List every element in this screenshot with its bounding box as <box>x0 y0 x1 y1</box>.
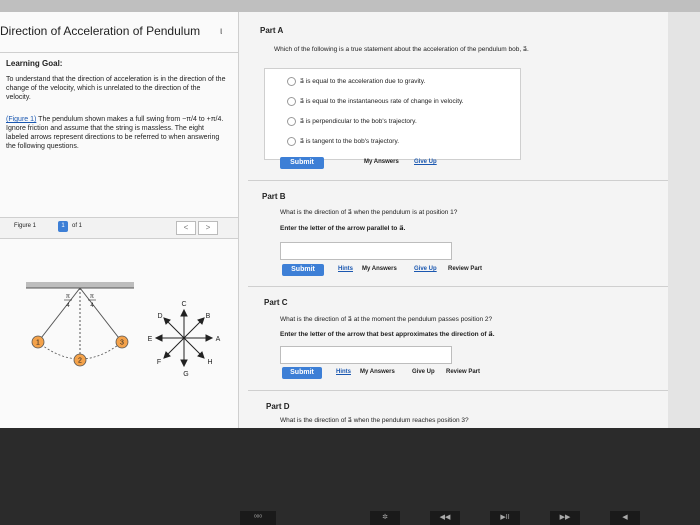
arrow-label-h: H <box>207 359 213 366</box>
part-a-choice-2[interactable]: a⃗ is equal to the instantaneous rate of change in velocity. <box>287 97 464 106</box>
page-scrollbar[interactable] <box>668 12 700 428</box>
fast-forward-key: ▶▶ <box>550 511 580 525</box>
part-c-my-answers-link[interactable]: My Answers <box>360 369 395 375</box>
mission-control-key: ᵒᵒᵒ <box>240 511 276 525</box>
arrow-label-e: E <box>147 336 153 343</box>
part-c-question: What is the direction of a⃗ at the moment the pendulum passes position 2? <box>280 316 493 323</box>
string-position-3 <box>80 288 122 342</box>
figure-navigation-bar <box>0 217 238 239</box>
part-a-choices <box>264 68 521 160</box>
arrow-label-g: G <box>183 371 189 378</box>
radio-icon[interactable] <box>287 77 296 86</box>
part-c-hints-link[interactable]: Hints <box>336 369 351 375</box>
position-3-label: 3 <box>120 339 124 347</box>
figure-prev-button[interactable]: < <box>176 221 196 235</box>
radio-icon[interactable] <box>287 137 296 146</box>
part-d-question: What is the direction of a⃗ when the pendulum reaches position 3? <box>280 417 469 424</box>
ceiling <box>26 282 134 288</box>
part-b-instruction: Enter the letter of the arrow parallel to a⃗. <box>280 225 406 232</box>
learning-goal-heading: Learning Goal: <box>6 59 63 68</box>
play-pause-key: ▶II <box>490 511 520 525</box>
part-b-question: What is the direction of a⃗ when the pendulum is at position 1? <box>280 209 458 216</box>
questions-pane <box>248 12 668 428</box>
part-a-heading: Part A <box>260 26 284 35</box>
part-a-my-answers-link[interactable]: My Answers <box>364 159 399 165</box>
position-1-label: 1 <box>36 339 40 347</box>
position-2-label: 2 <box>78 357 82 365</box>
rewind-key: ◀◀ <box>430 511 460 525</box>
part-a-choice-4[interactable]: a⃗ is tangent to the bob's trajectory. <box>287 137 399 146</box>
arrow-label-b: B <box>205 313 211 320</box>
angle-right-num: π <box>89 294 95 300</box>
part-b-submit-button[interactable]: Submit <box>282 264 324 276</box>
part-b-hints-link[interactable]: Hints <box>338 266 353 272</box>
figure-selector[interactable]: 1 <box>58 221 68 232</box>
angle-left-den: 4 <box>66 303 70 309</box>
figure-label: Figure 1 <box>14 223 37 229</box>
divider <box>248 180 668 181</box>
part-b-give-up-link[interactable]: Give Up <box>414 266 437 272</box>
radio-icon[interactable] <box>287 97 296 106</box>
problem-statement-text: The pendulum shown makes a full swing from −π/4 to +π/4. Ignore friction and assume that the string is massless. The eight labeled arrows represent directions to be referred to when answering the following questions. <box>6 116 224 150</box>
arrow-label-d: D <box>157 313 163 320</box>
divider <box>248 390 668 391</box>
part-b-my-answers-link[interactable]: My Answers <box>362 266 397 272</box>
problem-description-pane <box>0 12 239 428</box>
problem-title: Direction of Acceleration of Pendulum <box>0 24 201 38</box>
problem-title-bar <box>0 12 238 53</box>
part-a-choice-1[interactable]: a⃗ is equal to the acceleration due to gravity. <box>287 77 425 86</box>
brightness-key: ✲ <box>370 511 400 525</box>
part-c-answer-input[interactable] <box>280 346 452 364</box>
arrow-label-f: F <box>156 359 162 366</box>
part-a-give-up-link[interactable]: Give Up <box>414 159 437 165</box>
figure-count: of 1 <box>72 223 83 229</box>
direction-arrows <box>156 310 212 366</box>
angle-left-num: π <box>65 294 71 300</box>
arrow-label-c: C <box>181 301 187 308</box>
laptop-body <box>0 428 700 525</box>
part-c-review-part-link[interactable]: Review Part <box>446 369 481 375</box>
pendulum-figure <box>4 248 234 428</box>
screen-bezel <box>0 0 700 12</box>
part-a-question: Which of the following is a true statement about the acceleration of the pendulum bob, a⃗. <box>274 46 529 53</box>
divider <box>248 286 668 287</box>
arrow-label-a: A <box>215 336 221 343</box>
part-b-heading: Part B <box>262 192 286 201</box>
part-c-heading: Part C <box>264 298 288 307</box>
figure-next-button[interactable]: > <box>198 221 218 235</box>
string-position-1 <box>38 288 80 342</box>
angle-right-den: 4 <box>90 303 94 309</box>
learning-goal-text: To understand that the direction of acceleration is in the direction of the change of the velocity, which is unrelated to the direction of the velocity. <box>6 76 226 101</box>
part-b-review-part-link[interactable]: Review Part <box>448 266 483 272</box>
part-c-submit-button[interactable]: Submit <box>282 367 322 379</box>
mute-key: ◀ <box>610 511 640 525</box>
page <box>0 12 668 428</box>
problem-statement <box>6 115 226 151</box>
radio-icon[interactable] <box>287 117 296 126</box>
part-c-give-up-link[interactable]: Give Up <box>412 369 435 375</box>
figure-link[interactable]: (Figure 1) <box>6 116 37 123</box>
part-b-answer-input[interactable] <box>280 242 452 260</box>
title-mark: ι <box>220 26 223 37</box>
part-d-heading: Part D <box>266 402 290 411</box>
part-a-choice-3[interactable]: a⃗ is perpendicular to the bob's trajectory. <box>287 117 417 126</box>
part-c-instruction: Enter the letter of the arrow that best approximates the direction of a⃗. <box>280 331 495 338</box>
part-a-submit-button[interactable]: Submit <box>280 157 324 169</box>
